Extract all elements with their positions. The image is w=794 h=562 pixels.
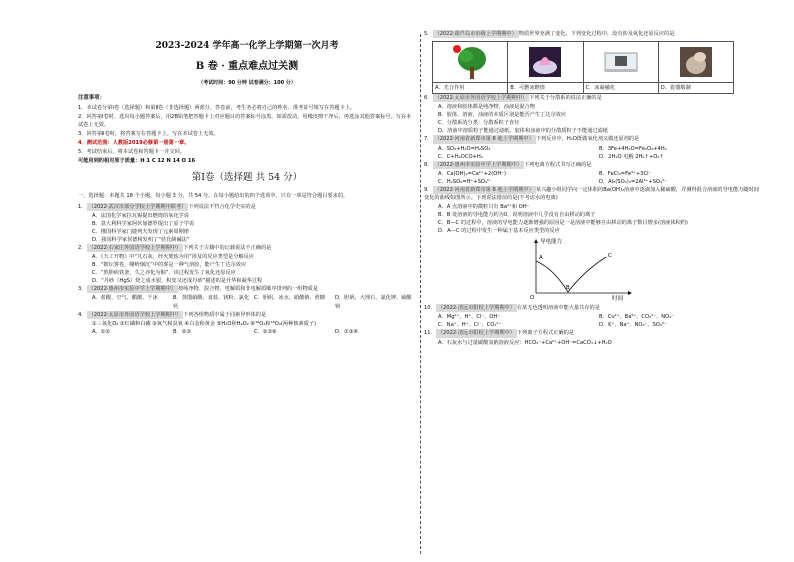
option-d: D．Al₂(SO₄)₃=2Al³⁺+SO₄²⁻ <box>599 178 667 185</box>
pottery-icon <box>676 43 716 81</box>
questions-left <box>78 203 416 336</box>
note-item: 2．回答第Ⅰ卷时，选出每小题答案后，用2B铅笔把答题卡上对应题目的答案标号涂黑。如需改动，用橡皮擦干净后，再选涂其他答案标号。写在本试卷上无效。 <box>78 113 412 128</box>
option-d: D．②③④ <box>335 328 359 335</box>
note-item: 3．回答第Ⅱ卷时，将答案写在答题卡上。写在本试卷上无效。 <box>78 130 219 137</box>
q5-image-b: B．可燃冰燃烧 <box>508 42 583 93</box>
q5-image-row <box>432 41 734 94</box>
option-c: C．C+H₂OCO+H₂ <box>438 153 483 160</box>
question-stem: 下列电离方程式书写正确的是 <box>523 161 592 168</box>
point-b-label: B <box>566 285 570 292</box>
q5-image-c: C．冰凝融化 <box>584 42 659 93</box>
point-c-label: C <box>608 253 612 260</box>
question-stem: 下列反应中，H₂O既做氧化剂又做还原剂的是 <box>535 136 640 143</box>
q5-image-d: D．瓷器煅制 <box>659 42 733 93</box>
conductivity-graph <box>524 235 760 304</box>
question-11 <box>424 329 760 337</box>
options <box>78 253 416 285</box>
section-intro: 一、选择题：本题共 18 个小题，每小题 3 分，共 54 分。在每小题给出的四个选项中，只有一项是符合题目要求的。 <box>78 192 349 199</box>
option-b: B．3Fe+4H₂O=Fe₃O₄+4H₂ <box>599 145 667 152</box>
left-column <box>78 30 416 336</box>
point-a-label: A <box>539 255 543 262</box>
column-divider <box>420 34 421 554</box>
doc-title: 2023-2024 学年高一化学上学期第一次月考 <box>155 41 339 51</box>
option-c: C．俄国科学家门捷列夫发现了元素周期律 <box>92 228 189 235</box>
part-title: 第Ⅰ卷（选择题 共 54 分） <box>191 172 303 183</box>
option-d: D．“丹砂（HgS）烧之成水银，积变又还成丹砂”描述的是升华和凝华过程 <box>92 278 263 285</box>
question-number: 10． <box>424 305 436 312</box>
option-b: B．B 处溶液的导电能力约为0，说明溶液中几乎没有自由移动的离子 <box>438 212 596 218</box>
question-source: （2022·葫芦岛市市级上学期期中） <box>434 31 517 37</box>
question-number: 9． <box>424 186 433 193</box>
options <box>424 313 760 329</box>
option-b: B．FeCl₃=Fe³⁺+3Cl⁻ <box>599 170 652 177</box>
options <box>424 103 760 135</box>
option-b: B．蒸馏硝酸、食盐、镁粉、氯化钙 <box>173 295 250 310</box>
option-b: B．“朝坛雾卷，曙岭烟沉”中的雾是一种气溶胶，能产生丁达尔效应 <box>92 262 247 269</box>
note-item: 4．测试范围：人教版2019必修第一册第一章。 <box>78 139 190 146</box>
options <box>424 145 760 161</box>
note-item: 1．本试卷分第Ⅰ卷（选择题）和第Ⅱ卷（非选择题）两部分。答卷前，考生务必将自己的姓名、准考证号填写在答题卡上。 <box>78 104 356 111</box>
option-a: A．法国化学家拉瓦锡提出燃烧的氧化学说 <box>92 212 189 219</box>
question-source: （2022·清远市阳校上学期期中） <box>437 330 515 337</box>
question-2 <box>78 244 416 252</box>
option-a: A．《天工开物》中“凡石灰，经火焚炼为用”涉及的反应类型是分解反应 <box>92 254 254 261</box>
right-column <box>424 30 760 347</box>
option-c: C．胆矾、冰水、硝酸钠、蔗糖 <box>254 295 326 302</box>
question-source: （2022·河南省新郑市第 8 地上学期期中） <box>434 136 534 143</box>
option-a: A．Mg²⁺、H⁺、Cl⁻、OH⁻ <box>438 314 501 321</box>
conductivity-curve <box>536 257 606 292</box>
option-c: C．“熬胆矾铁釜，久之亦化为铜”，该过程发生了氧化还原反应 <box>92 270 236 277</box>
question-stem: 某兴趣小组同学向一定体积的Ba(OH)₂溶液中逐滴加入稀硫酸，并测得混合溶液的导电能力随时间变化的曲线如图所示。下列说法错误的是(不考虑水的电离) <box>424 186 759 201</box>
y-axis-label: 导电能力 <box>540 239 563 246</box>
option-c: C．②③⑥ <box>254 328 277 335</box>
option-b: B．胶体、溶液、浊液的本质区别是能否产生丁达尔效应 <box>438 112 567 119</box>
options <box>424 339 760 347</box>
question-items: ①三氧化O₂ ②红磷和白磷 ③氧气和臭氧 ④白金和黄金 ⑤H₂O和H₂O₂ ⑥¹⁶O₂和¹⁸O₂(两种核素质子) <box>92 320 317 327</box>
tree-icon <box>450 43 490 81</box>
x-axis-label: 时间 <box>612 296 624 302</box>
question-7 <box>424 135 760 143</box>
question-number: 3． <box>78 286 87 293</box>
origin-label: O <box>530 295 535 302</box>
question-stem: 下列说法不符合化学史实的是 <box>188 203 256 210</box>
options <box>424 170 760 186</box>
option-c: C．H₂SO₄=H⁺+SO₄²⁻ <box>438 178 492 185</box>
question-stem: 在某无色透明溶液中能大量共存的是 <box>516 305 600 312</box>
question-source: （2022·太原市外国语学校上学期期中） <box>434 95 528 102</box>
y-axis-arrow <box>534 239 538 243</box>
question-10 <box>424 304 760 312</box>
option-c: C．分散系的分类：分散系粒子直径 <box>438 120 520 127</box>
question-5: 5． （2022·葫芦岛市市级上学期期中） 物质世界充满了变化。下列变化过程中，没有涉及氧化还原反应的是 <box>424 31 675 37</box>
options <box>78 294 416 310</box>
option-a: A．石灰水与过量碳酸氢钠溶液反应：HCO₃⁻+Ca²⁺+OH⁻=CaCO₃↓+H₂O <box>438 339 612 346</box>
question-source: （2022·惠州市实验中学上学期期中） <box>88 286 176 293</box>
x-axis-arrow <box>628 291 632 295</box>
question-source: （2022·惠州市实验中学上学期期中） <box>434 161 522 168</box>
question-3 <box>78 285 416 293</box>
question-stem: 下列关于古籍中的记载说法不正确的是 <box>183 245 272 252</box>
option-a: A．A 点溶液中的微粒只有 Ba²⁺和 OH⁻ <box>438 203 530 210</box>
option-a: A．溶液和胶体都是纯净物，浊液是混合物 <box>438 104 535 111</box>
notes-heading: 注意事项： <box>78 95 105 102</box>
notes-list <box>78 104 416 156</box>
exam-meta: （考试时间：90 分钟 试卷满分：100 分） <box>198 80 296 87</box>
conductivity-graph-svg <box>524 235 634 301</box>
option-a: A．SO₃+H₂O=H₂SO₄ <box>438 145 491 152</box>
questions-right <box>424 94 760 346</box>
question-number: 4． <box>78 311 87 318</box>
option-a: A．①② <box>92 328 111 335</box>
q5-image-a: A．光合作用 <box>433 42 508 93</box>
option-b: B．②③ <box>173 328 192 335</box>
question-number: 1． <box>78 203 87 210</box>
question-number: 2． <box>78 245 87 252</box>
option-d: D．溶液中溶质粒子能通过滤纸，胶体和浊液中的分散质粒子不能通过滤纸 <box>438 128 608 135</box>
question-6 <box>424 94 760 102</box>
question-source: （2022·太原市外国语学校上学期期中） <box>88 311 182 318</box>
question-number: 11． <box>424 330 436 337</box>
doc-subtitle: B 卷 · 重点难点过关测 <box>195 60 299 72</box>
option-d: D．K⁺、Na⁺、NO₃⁻、SO₄²⁻ <box>599 322 667 329</box>
question-stem: 下列关于分散系的说法正确的是 <box>529 95 602 102</box>
option-a: A．盐酸、空气、醋酸、干冰 <box>92 295 158 302</box>
question-1 <box>78 203 416 211</box>
question-number: 7． <box>424 136 433 143</box>
question-9 <box>424 186 760 202</box>
option-d: D．胆矾、大理石、氯化钾、硫酸钡 <box>335 295 412 310</box>
ice-fire-icon <box>525 43 565 81</box>
note-item: 5．考试结束后，将本试卷和答题卡一并交回。 <box>78 148 186 155</box>
option-d: D．我国科学家侯德榜发明了“侯氏制碱法” <box>92 237 190 244</box>
question-source: （2022·清远市阳校上学期期中） <box>437 305 515 312</box>
question-4 <box>78 311 416 319</box>
option-b: B．Cu²⁺、Ba²⁺、CO₃²⁻、NO₃⁻ <box>599 314 674 321</box>
options <box>78 328 416 336</box>
question-stem: 按纯净物、混合物、电解质和非电解质顺序排列的一组物质是 <box>177 286 319 293</box>
question-source: （2022·石家庄外国语学校上学期期中） <box>88 245 182 252</box>
question-source: （2022·河南省新郑市第 8 地上学期期中） <box>434 186 534 193</box>
ice-box-icon <box>601 43 641 81</box>
option-b: B．意大利科学家阿伏加德罗提出了原子学说 <box>92 220 195 227</box>
question-source: （2022·武汉市部分学校上学期期中联考） <box>88 203 187 210</box>
atomic-masses: 可能用到的相对原子质量：H 1 C 12 N 14 O 16 <box>78 157 196 164</box>
question-stem: 下列各组物质中属于同素异形体的是 <box>183 311 267 318</box>
question-stem: 下列离子方程式正确的是 <box>516 330 574 337</box>
option-c: C．Na⁺、H⁺、Cl⁻、CO₃²⁻ <box>438 322 502 329</box>
option-c: C．B—C 的过程中，溶液的导电能力逐渐增强的原因是一是溶液中能够自由移动的离子数目增多(溶液体积约) <box>438 220 688 227</box>
question-number: 8． <box>424 161 433 168</box>
options <box>424 203 760 235</box>
question-8 <box>424 161 760 169</box>
option-a: A．Ca(OH)₂=Ca²⁺+2(OH⁻) <box>438 170 507 177</box>
question-number: 6． <box>424 95 433 102</box>
options <box>78 212 416 244</box>
option-d: D．A—C 的过程中发生一种属于基本反应类型的反应 <box>438 228 560 235</box>
option-d: D．2H₂O 电解 2H₂↑+O₂↑ <box>599 153 664 160</box>
